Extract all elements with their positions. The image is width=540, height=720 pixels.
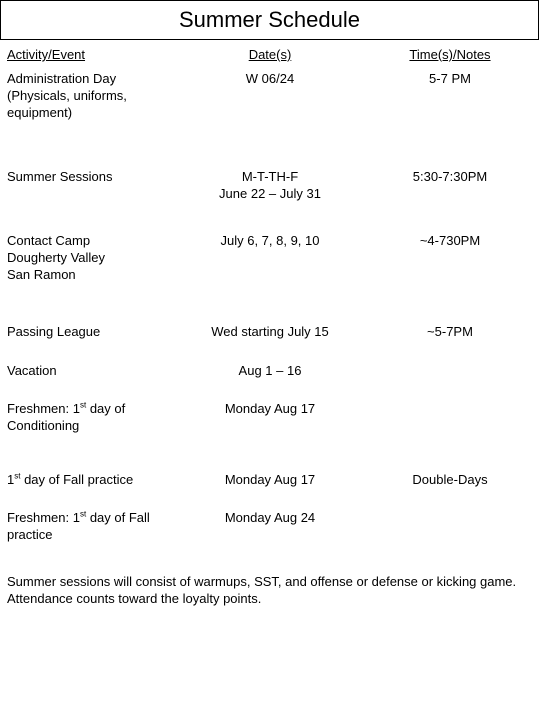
row-times: Double-Days xyxy=(412,472,488,487)
header-activity: Activity/Event xyxy=(7,47,86,62)
row-dates: Monday Aug 17 xyxy=(224,401,316,416)
activity-text: Freshmen: 1 xyxy=(7,510,80,525)
row-dates: July 6, 7, 8, 9, 10 xyxy=(220,233,320,248)
title-box xyxy=(0,0,539,40)
row-times: 5:30-7:30PM xyxy=(412,169,488,184)
header-dates: Date(s) xyxy=(248,47,292,62)
row-activity: Administration Day (Physicals, uniforms, equipment) xyxy=(7,71,127,120)
row-times: ~5-7PM xyxy=(427,324,473,339)
row-times: ~4-730PM xyxy=(419,233,481,248)
row-activity: Summer Sessions xyxy=(7,169,113,184)
footer-note: Summer sessions will consist of warmups, SST, and offense or defense or kicking game. Attendance counts toward the loyalty points. xyxy=(7,574,517,606)
activity-text: Freshmen: 1 xyxy=(7,401,80,416)
activity-text: day of Fall practice xyxy=(20,472,134,487)
row-activity xyxy=(7,471,182,488)
row-times: 5-7 PM xyxy=(429,71,471,86)
activity-text: day of Conditioning xyxy=(7,401,126,433)
row-dates: Aug 1 – 16 xyxy=(238,363,302,378)
activity-text: 1 xyxy=(7,472,15,487)
row-dates: Monday Aug 24 xyxy=(224,510,316,525)
ordinal-suffix: st xyxy=(14,471,21,481)
page-title: Summer Schedule xyxy=(179,7,360,32)
row-activity: Contact Camp Dougherty Valley San Ramon xyxy=(7,233,106,282)
row-activity: Vacation xyxy=(7,363,57,378)
ordinal-suffix: st xyxy=(79,509,87,519)
row-activity xyxy=(7,400,182,434)
row-dates: Monday Aug 17 xyxy=(224,472,316,487)
row-dates: M-T-TH-F June 22 – July 31 xyxy=(219,169,321,201)
row-activity xyxy=(7,509,182,543)
row-dates: Wed starting July 15 xyxy=(211,324,329,339)
activity-text: day of Fall practice xyxy=(7,510,150,542)
row-activity: Passing League xyxy=(7,324,101,339)
header-times: Time(s)/Notes xyxy=(409,47,491,62)
row-dates: W 06/24 xyxy=(245,71,295,86)
ordinal-suffix: st xyxy=(79,400,87,410)
